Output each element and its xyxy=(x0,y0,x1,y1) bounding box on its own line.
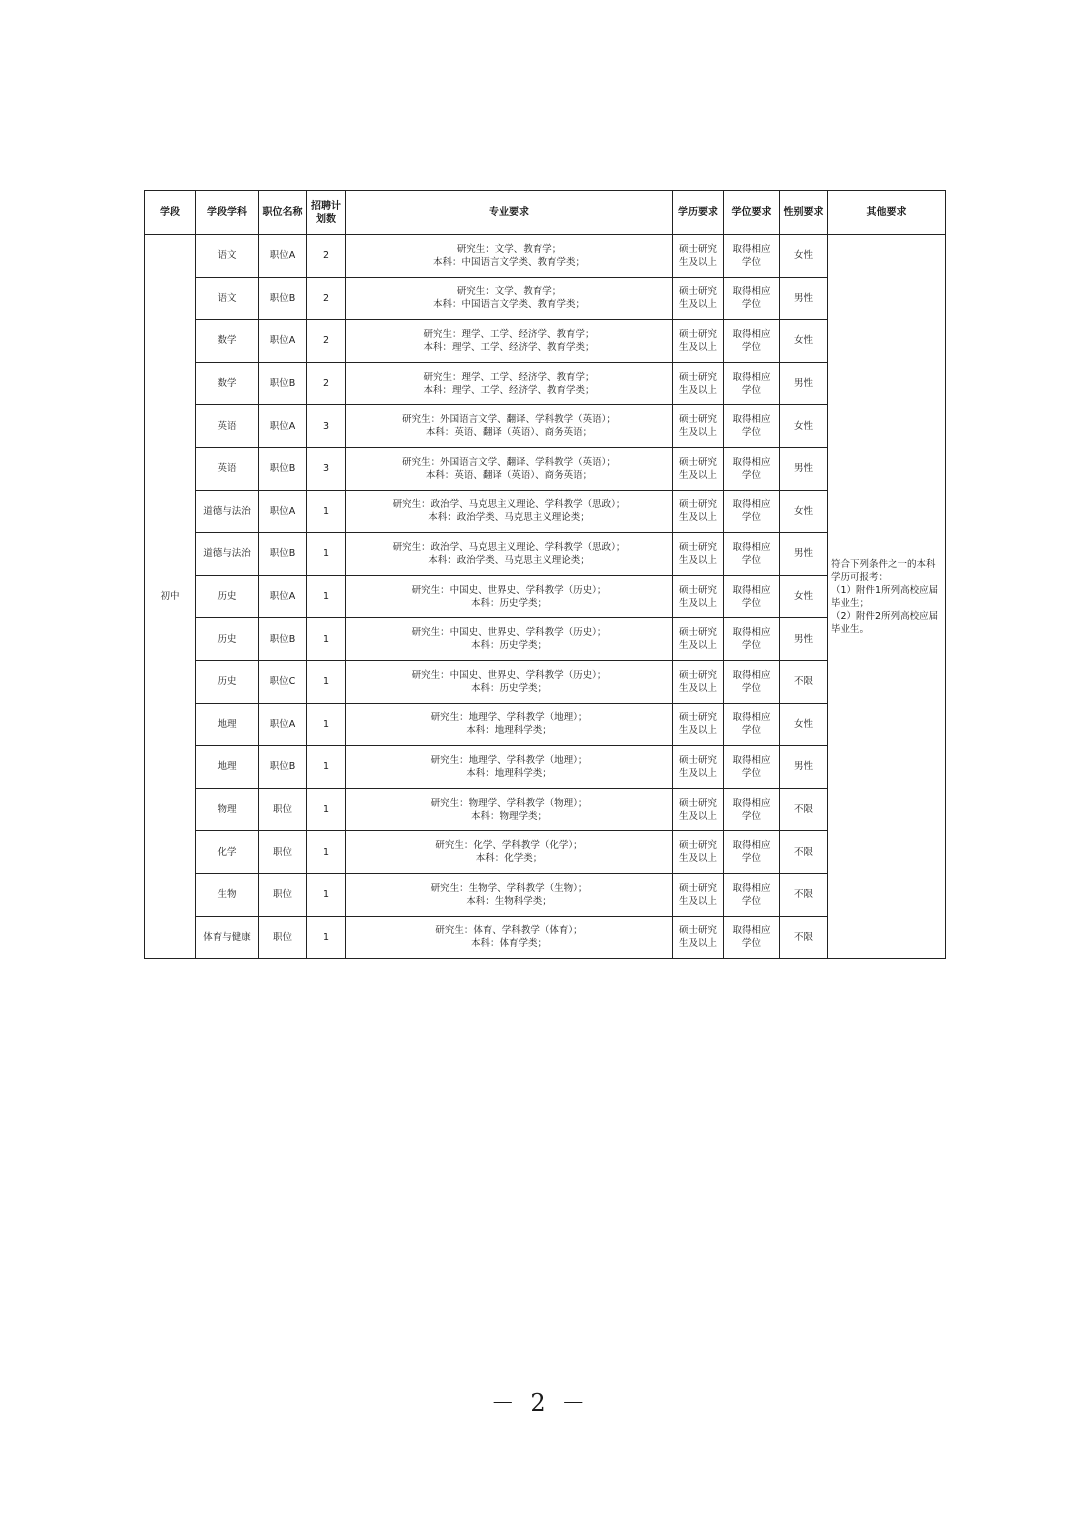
education-line1: 硕士研究 xyxy=(678,840,717,852)
major-cell xyxy=(346,533,673,576)
degree-cell xyxy=(724,362,780,405)
education-line1: 硕士研究 xyxy=(678,286,717,298)
major-undergrad: 本科：化学类； xyxy=(475,853,543,865)
major-undergrad: 本科：理学、工学、经济学、教育学类； xyxy=(423,384,595,396)
education-line1: 硕士研究 xyxy=(678,584,717,596)
plan-cell: 1 xyxy=(307,703,346,746)
education-line2: 生及以上 xyxy=(678,682,717,694)
plan-cell: 1 xyxy=(307,575,346,618)
degree-line2: 学位 xyxy=(741,469,761,481)
major-postgrad: 研究生：理学、工学、经济学、教育学； xyxy=(423,371,595,383)
major-postgrad: 研究生：物理学、学科教学（物理）； xyxy=(430,797,588,809)
degree-line2: 学位 xyxy=(741,895,761,907)
major-cell xyxy=(346,320,673,363)
education-cell xyxy=(673,788,724,831)
degree-line1: 取得相应 xyxy=(732,584,771,596)
subject-cell: 生物 xyxy=(196,873,259,916)
major-postgrad: 研究生：理学、工学、经济学、教育学； xyxy=(423,328,595,340)
education-line1: 硕士研究 xyxy=(678,754,717,766)
degree-line2: 学位 xyxy=(741,938,761,950)
degree-line1: 取得相应 xyxy=(732,371,771,383)
degree-line2: 学位 xyxy=(741,725,761,737)
plan-cell: 1 xyxy=(307,618,346,661)
header-education: 学历要求 xyxy=(673,191,724,235)
education-cell xyxy=(673,490,724,533)
subject-cell: 数学 xyxy=(196,362,259,405)
table-row xyxy=(145,277,946,320)
subject-cell: 化学 xyxy=(196,831,259,874)
education-line2: 生及以上 xyxy=(678,554,717,566)
degree-line2: 学位 xyxy=(741,640,761,652)
major-cell xyxy=(346,575,673,618)
other-requirements-cell xyxy=(828,235,946,959)
gender-cell: 男性 xyxy=(780,447,828,490)
education-line2: 生及以上 xyxy=(678,512,717,524)
degree-line2: 学位 xyxy=(741,853,761,865)
degree-cell xyxy=(724,405,780,448)
major-postgrad: 研究生：地理学、学科教学（地理）； xyxy=(430,712,588,724)
major-cell xyxy=(346,746,673,789)
other-requirement-line: （1）附件1所列高校应届毕业生； xyxy=(831,584,939,609)
education-line2: 生及以上 xyxy=(678,725,717,737)
major-postgrad: 研究生：文学、教育学； xyxy=(456,286,562,298)
degree-cell xyxy=(724,277,780,320)
major-postgrad: 研究生：外国语言文学、翻译、学科教学（英语）； xyxy=(402,456,616,468)
position-cell: 职位C xyxy=(259,660,307,703)
major-postgrad: 研究生：政治学、马克思主义理论、学科教学（思政）； xyxy=(392,541,626,553)
plan-cell: 2 xyxy=(307,362,346,405)
other-requirement-line: （2）附件2所列高校应届毕业生。 xyxy=(831,610,939,635)
degree-line1: 取得相应 xyxy=(732,712,771,724)
education-line1: 硕士研究 xyxy=(678,541,717,553)
education-line2: 生及以上 xyxy=(678,938,717,950)
stage-cell: 初中 xyxy=(145,235,196,959)
table-row xyxy=(145,405,946,448)
table-row xyxy=(145,831,946,874)
gender-cell: 男性 xyxy=(780,362,828,405)
header-plan-line1: 招聘计 xyxy=(311,200,341,212)
gender-cell: 男性 xyxy=(780,746,828,789)
degree-cell xyxy=(724,788,780,831)
education-line2: 生及以上 xyxy=(678,384,717,396)
position-cell: 职位A xyxy=(259,490,307,533)
major-postgrad: 研究生：地理学、学科教学（地理）； xyxy=(430,754,588,766)
education-line1: 硕士研究 xyxy=(678,499,717,511)
position-cell: 职位A xyxy=(259,575,307,618)
position-cell: 职位A xyxy=(259,235,307,278)
position-cell: 职位B xyxy=(259,533,307,576)
major-cell xyxy=(346,788,673,831)
major-cell xyxy=(346,873,673,916)
position-cell: 职位 xyxy=(259,873,307,916)
header-subject: 学段学科 xyxy=(196,191,259,235)
major-undergrad: 本科：中国语言文学类、教育学类； xyxy=(432,299,585,311)
degree-cell xyxy=(724,447,780,490)
table-row xyxy=(145,660,946,703)
header-position: 职位名称 xyxy=(259,191,307,235)
degree-line2: 学位 xyxy=(741,427,761,439)
degree-line1: 取得相应 xyxy=(732,328,771,340)
degree-line1: 取得相应 xyxy=(732,243,771,255)
degree-cell xyxy=(724,831,780,874)
plan-cell: 1 xyxy=(307,788,346,831)
degree-line1: 取得相应 xyxy=(732,925,771,937)
degree-line1: 取得相应 xyxy=(732,627,771,639)
degree-line1: 取得相应 xyxy=(732,754,771,766)
table-row xyxy=(145,533,946,576)
plan-cell: 1 xyxy=(307,831,346,874)
position-cell: 职位A xyxy=(259,405,307,448)
gender-cell: 女性 xyxy=(780,405,828,448)
position-cell: 职位B xyxy=(259,447,307,490)
degree-cell xyxy=(724,575,780,618)
plan-cell: 2 xyxy=(307,320,346,363)
education-line2: 生及以上 xyxy=(678,767,717,779)
position-cell: 职位A xyxy=(259,703,307,746)
education-line1: 硕士研究 xyxy=(678,371,717,383)
gender-cell: 女性 xyxy=(780,320,828,363)
major-postgrad: 研究生：中国史、世界史、学科教学（历史）； xyxy=(411,584,607,596)
major-undergrad: 本科：生物科学类； xyxy=(466,895,552,907)
education-cell xyxy=(673,746,724,789)
header-major: 专业要求 xyxy=(346,191,673,235)
gender-cell: 男性 xyxy=(780,618,828,661)
header-stage: 学段 xyxy=(145,191,196,235)
subject-cell: 数学 xyxy=(196,320,259,363)
education-cell xyxy=(673,916,724,959)
education-line1: 硕士研究 xyxy=(678,712,717,724)
table-row xyxy=(145,746,946,789)
header-gender: 性别要求 xyxy=(780,191,828,235)
gender-cell: 女性 xyxy=(780,235,828,278)
education-line1: 硕士研究 xyxy=(678,328,717,340)
gender-cell: 女性 xyxy=(780,490,828,533)
table-row xyxy=(145,703,946,746)
education-line1: 硕士研究 xyxy=(678,414,717,426)
gender-cell: 女性 xyxy=(780,703,828,746)
major-cell xyxy=(346,916,673,959)
degree-line2: 学位 xyxy=(741,597,761,609)
degree-cell xyxy=(724,746,780,789)
plan-cell: 1 xyxy=(307,490,346,533)
gender-cell: 男性 xyxy=(780,277,828,320)
education-line2: 生及以上 xyxy=(678,469,717,481)
header-row xyxy=(145,191,946,235)
degree-line1: 取得相应 xyxy=(732,456,771,468)
header-plan xyxy=(307,191,346,235)
major-undergrad: 本科：历史学类； xyxy=(470,640,547,652)
major-undergrad: 本科：地理科学类； xyxy=(466,725,552,737)
degree-cell xyxy=(724,320,780,363)
major-cell xyxy=(346,447,673,490)
degree-line1: 取得相应 xyxy=(732,840,771,852)
degree-line2: 学位 xyxy=(741,299,761,311)
education-line1: 硕士研究 xyxy=(678,925,717,937)
subject-cell: 地理 xyxy=(196,746,259,789)
education-cell xyxy=(673,362,724,405)
degree-cell xyxy=(724,873,780,916)
major-postgrad: 研究生：政治学、马克思主义理论、学科教学（思政）； xyxy=(392,499,626,511)
education-cell xyxy=(673,447,724,490)
degree-line1: 取得相应 xyxy=(732,286,771,298)
degree-cell xyxy=(724,533,780,576)
plan-cell: 2 xyxy=(307,235,346,278)
major-postgrad: 研究生：中国史、世界史、学科教学（历史）； xyxy=(411,669,607,681)
major-undergrad: 本科：政治学类、马克思主义理论类； xyxy=(428,512,590,524)
subject-cell: 道德与法治 xyxy=(196,533,259,576)
major-cell xyxy=(346,618,673,661)
subject-cell: 英语 xyxy=(196,447,259,490)
table-row xyxy=(145,320,946,363)
subject-cell: 体育与健康 xyxy=(196,916,259,959)
gender-cell: 男性 xyxy=(780,533,828,576)
table-row xyxy=(145,490,946,533)
major-postgrad: 研究生：文学、教育学； xyxy=(456,243,562,255)
education-cell xyxy=(673,320,724,363)
position-cell: 职位B xyxy=(259,277,307,320)
major-postgrad: 研究生：体育、学科教学（体育）； xyxy=(435,925,583,937)
education-cell xyxy=(673,533,724,576)
education-line1: 硕士研究 xyxy=(678,882,717,894)
subject-cell: 英语 xyxy=(196,405,259,448)
major-cell xyxy=(346,405,673,448)
plan-cell: 1 xyxy=(307,660,346,703)
page-number: － 2 － xyxy=(490,1389,590,1417)
position-cell: 职位 xyxy=(259,788,307,831)
plan-cell: 1 xyxy=(307,533,346,576)
major-cell xyxy=(346,235,673,278)
major-undergrad: 本科：历史学类； xyxy=(470,597,547,609)
subject-cell: 道德与法治 xyxy=(196,490,259,533)
subject-cell: 物理 xyxy=(196,788,259,831)
education-cell xyxy=(673,873,724,916)
education-line2: 生及以上 xyxy=(678,341,717,353)
degree-cell xyxy=(724,490,780,533)
education-cell xyxy=(673,703,724,746)
degree-cell xyxy=(724,235,780,278)
major-cell xyxy=(346,703,673,746)
position-cell: 职位A xyxy=(259,320,307,363)
education-line1: 硕士研究 xyxy=(678,456,717,468)
education-line2: 生及以上 xyxy=(678,427,717,439)
position-cell: 职位 xyxy=(259,916,307,959)
header-plan-line2: 划数 xyxy=(316,213,336,225)
degree-line2: 学位 xyxy=(741,682,761,694)
gender-cell: 不限 xyxy=(780,831,828,874)
degree-cell xyxy=(724,660,780,703)
gender-cell: 不限 xyxy=(780,873,828,916)
major-undergrad: 本科：理学、工学、经济学、教育学类； xyxy=(423,341,595,353)
table-row xyxy=(145,447,946,490)
major-undergrad: 本科：地理科学类； xyxy=(466,767,552,779)
table-row xyxy=(145,362,946,405)
position-cell: 职位 xyxy=(259,831,307,874)
degree-cell xyxy=(724,703,780,746)
table-row xyxy=(145,575,946,618)
education-cell xyxy=(673,618,724,661)
plan-cell: 3 xyxy=(307,447,346,490)
major-postgrad: 研究生：中国史、世界史、学科教学（历史）； xyxy=(411,627,607,639)
gender-cell: 女性 xyxy=(780,575,828,618)
table-header xyxy=(145,191,946,235)
subject-cell: 地理 xyxy=(196,703,259,746)
education-line1: 硕士研究 xyxy=(678,627,717,639)
education-cell xyxy=(673,405,724,448)
recruitment-table xyxy=(144,190,946,959)
degree-cell xyxy=(724,916,780,959)
major-undergrad: 本科：中国语言文学类、教育学类； xyxy=(432,256,585,268)
major-undergrad: 本科：政治学类、马克思主义理论类； xyxy=(428,554,590,566)
education-line2: 生及以上 xyxy=(678,299,717,311)
education-cell xyxy=(673,831,724,874)
table-body xyxy=(145,235,946,959)
degree-line2: 学位 xyxy=(741,554,761,566)
subject-cell: 历史 xyxy=(196,660,259,703)
education-cell xyxy=(673,277,724,320)
position-cell: 职位B xyxy=(259,746,307,789)
subject-cell: 历史 xyxy=(196,575,259,618)
major-postgrad: 研究生：外国语言文学、翻译、学科教学（英语）； xyxy=(402,414,616,426)
degree-line1: 取得相应 xyxy=(732,414,771,426)
other-requirement-line: 符合下列条件之一的本科学历可报考： xyxy=(831,558,936,583)
table-row xyxy=(145,235,946,278)
table-row xyxy=(145,618,946,661)
subject-cell: 语文 xyxy=(196,277,259,320)
position-cell: 职位B xyxy=(259,362,307,405)
subject-cell: 历史 xyxy=(196,618,259,661)
education-line1: 硕士研究 xyxy=(678,797,717,809)
major-undergrad: 本科：历史学类； xyxy=(470,682,547,694)
education-line2: 生及以上 xyxy=(678,810,717,822)
major-cell xyxy=(346,362,673,405)
education-line1: 硕士研究 xyxy=(678,243,717,255)
degree-line1: 取得相应 xyxy=(732,499,771,511)
major-cell xyxy=(346,490,673,533)
degree-line2: 学位 xyxy=(741,767,761,779)
gender-cell: 不限 xyxy=(780,660,828,703)
major-undergrad: 本科：物理学类； xyxy=(470,810,547,822)
education-line2: 生及以上 xyxy=(678,853,717,865)
major-undergrad: 本科：体育学类； xyxy=(470,938,547,950)
degree-line1: 取得相应 xyxy=(732,797,771,809)
degree-line1: 取得相应 xyxy=(732,669,771,681)
degree-line2: 学位 xyxy=(741,512,761,524)
table-row xyxy=(145,916,946,959)
plan-cell: 1 xyxy=(307,746,346,789)
education-line2: 生及以上 xyxy=(678,640,717,652)
gender-cell: 不限 xyxy=(780,916,828,959)
major-cell xyxy=(346,660,673,703)
education-line2: 生及以上 xyxy=(678,597,717,609)
education-line2: 生及以上 xyxy=(678,256,717,268)
degree-line2: 学位 xyxy=(741,810,761,822)
major-undergrad: 本科：英语、翻译（英语）、商务英语； xyxy=(425,427,593,439)
education-line2: 生及以上 xyxy=(678,895,717,907)
plan-cell: 3 xyxy=(307,405,346,448)
degree-line2: 学位 xyxy=(741,341,761,353)
education-cell xyxy=(673,575,724,618)
education-cell xyxy=(673,660,724,703)
major-undergrad: 本科：英语、翻译（英语）、商务英语； xyxy=(425,469,593,481)
table-row xyxy=(145,873,946,916)
plan-cell: 1 xyxy=(307,916,346,959)
education-cell xyxy=(673,235,724,278)
subject-cell: 语文 xyxy=(196,235,259,278)
major-postgrad: 研究生：化学、学科教学（化学）； xyxy=(435,840,583,852)
gender-cell: 不限 xyxy=(780,788,828,831)
plan-cell: 2 xyxy=(307,277,346,320)
education-line1: 硕士研究 xyxy=(678,669,717,681)
table-row xyxy=(145,788,946,831)
plan-cell: 1 xyxy=(307,873,346,916)
degree-line2: 学位 xyxy=(741,256,761,268)
major-postgrad: 研究生：生物学、学科教学（生物）； xyxy=(430,882,588,894)
position-cell: 职位B xyxy=(259,618,307,661)
major-cell xyxy=(346,277,673,320)
header-other: 其他要求 xyxy=(828,191,946,235)
degree-line2: 学位 xyxy=(741,384,761,396)
header-degree: 学位要求 xyxy=(724,191,780,235)
major-cell xyxy=(346,831,673,874)
degree-line1: 取得相应 xyxy=(732,882,771,894)
degree-line1: 取得相应 xyxy=(732,541,771,553)
degree-cell xyxy=(724,618,780,661)
